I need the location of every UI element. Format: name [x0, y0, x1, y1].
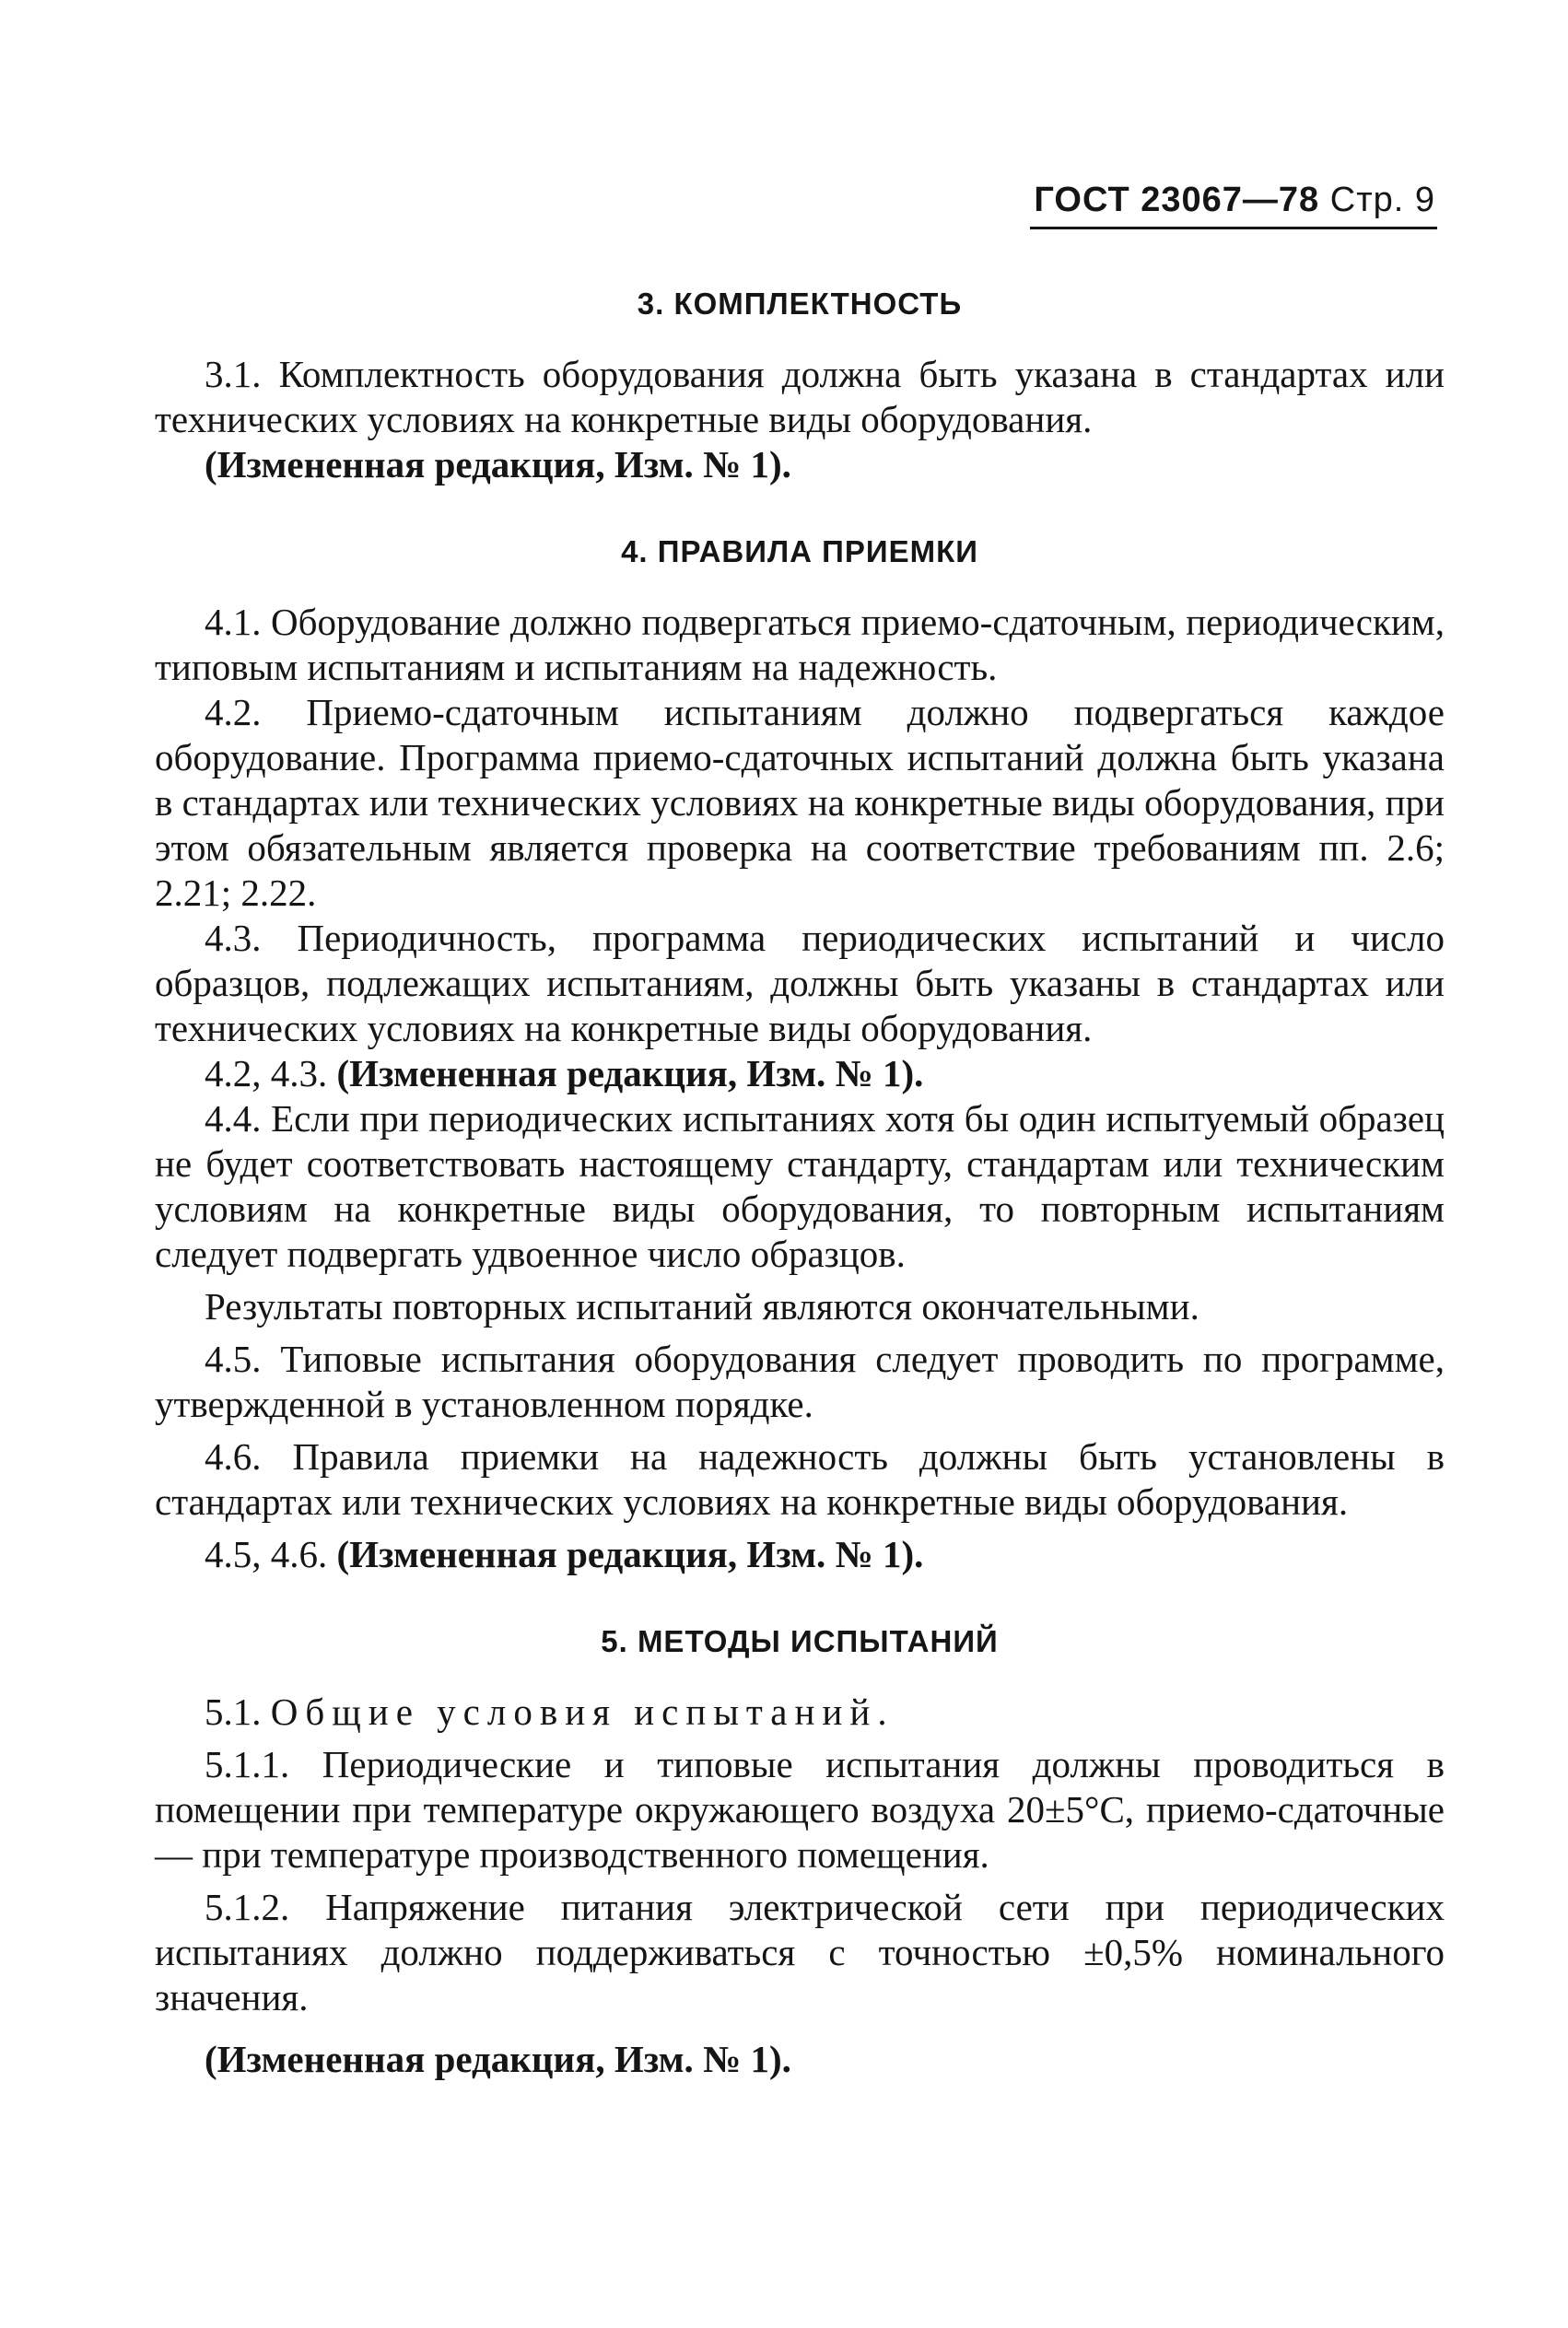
paragraph-4-5: 4.5. Типовые испытания оборудования следует проводить по программе, утвержденной в установленном порядке.: [155, 1338, 1445, 1425]
paragraph-3-1: 3.1. Комплектность оборудования должна быть указана в стандартах или технических условиях на конкретные виды оборудования.: [155, 353, 1445, 440]
header-rule: [1030, 227, 1437, 229]
page-header: [1030, 181, 1435, 220]
paragraph-4-6: 4.6. Правила приемки на надежность должны быть установлены в стандартах или технических условиях на конкретные виды оборудования.: [155, 1435, 1445, 1523]
paragraph-5-1-1: 5.1.1. Периодические и типовые испытания должны проводиться в помещении при температуре окружающего воздуха 20±5°С, приемо-сдаточные — при температуре производственного помещения.: [155, 1743, 1445, 1876]
amendment-note-4-5-4-6: [155, 1532, 1445, 1577]
amendment-prefix: 4.5, 4.6.: [205, 1533, 328, 1575]
paragraph-4-4: 4.4. Если при периодических испытаниях хотя бы один испытуемый образец не будет соответствовать настоящему стандарту, стандартам или техническим условиям на конкретные виды оборудования, то повторным испытаниям следует подвергать удвоенное число образцов.: [155, 1097, 1445, 1275]
paragraph-4-3: 4.3. Периодичность, программа периодических испытаний и число образцов, подлежащих испытаниям, должны быть указаны в стандартах или технических условиях на конкретные виды оборудования.: [155, 917, 1445, 1049]
paragraph-5-1-2: 5.1.2. Напряжение питания электрической сети при периодических испытаниях должно поддерживаться с точностью ±0,5% номинального значения.: [155, 1886, 1445, 2018]
standard-number: ГОСТ 23067—78: [1034, 181, 1320, 219]
section-5-heading: 5. МЕТОДЫ ИСПЫТАНИЙ: [601, 1624, 999, 1658]
document-body: [155, 267, 1445, 2082]
amendment-text: (Измененная редакция, Изм. № 1).: [336, 1533, 924, 1575]
paragraph-4-2: 4.2. Приемо-сдаточным испытаниям должно подвергаться каждое оборудование. Программа приемо-сдаточных испытаний должна быть указана в стандартах или технических условиях на конкретные виды оборудования, при этом обязательным является проверка на соответствие требованиям пп. 2.6; 2.21; 2.22.: [155, 691, 1445, 914]
amendment-note-5: (Измененная редакция, Изм. № 1).: [205, 2038, 791, 2080]
amendment-prefix: 4.2, 4.3.: [205, 1052, 328, 1094]
section-4-heading: 4. ПРАВИЛА ПРИЕМКИ: [621, 534, 978, 568]
section-3-heading: 3. КОМПЛЕКТНОСТЬ: [637, 287, 963, 321]
paragraph-5-1: [155, 1690, 1445, 1735]
paragraph-4-4-result: Результаты повторных испытаний являются окончательными.: [205, 1285, 1199, 1328]
page-number: Стр. 9: [1329, 181, 1435, 219]
amendment-note-4-2-4-3: [155, 1051, 1445, 1096]
paragraph-5-1-number: 5.1.: [205, 1690, 262, 1733]
amendment-text: (Измененная редакция, Изм. № 1).: [336, 1052, 924, 1094]
paragraph-4-1: 4.1. Оборудование должно подвергаться приемо-сдаточным, периодическим, типовым испытаниям и испытаниям на надежность.: [155, 601, 1445, 688]
amendment-note-3: (Измененная редакция, Изм. № 1).: [205, 443, 791, 485]
paragraph-5-1-title: Общие условия испытаний.: [270, 1690, 895, 1733]
